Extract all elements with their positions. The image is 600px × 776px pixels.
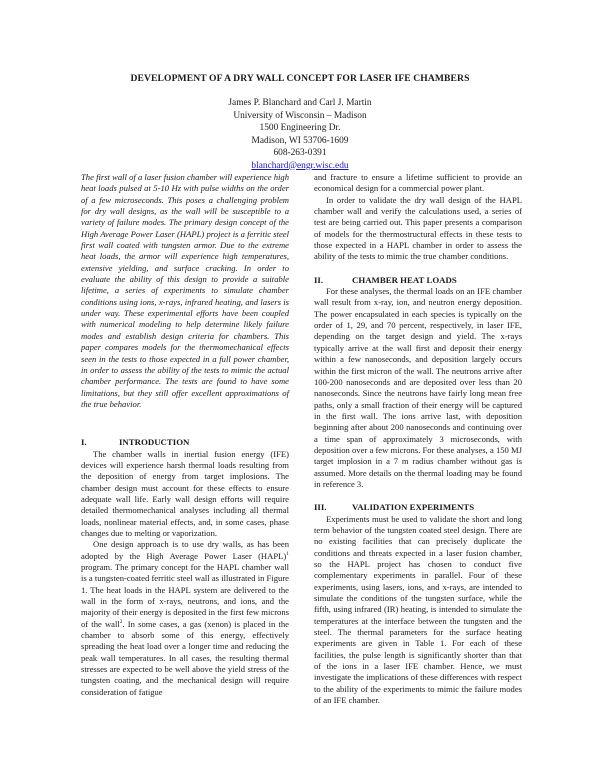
intro-paragraph-1: The chamber walls in inertial fusion energy (IFE) devices will experience harsh thermal loads resulting from the deposition of energy from target implosions. The chamber design must account for these effects to ensure adequate wall life. Early wall design efforts will require detailed thermomechanical analyses including all thermal loads, nonlinear material effects, and, in some cases, phase changes due to melting or vaporization.: [81, 448, 289, 538]
intro-p2-part-c: . In some cases, a gas (xenon) is placed in the chamber to absorb some of this energy, effectively spreading the heat load over a longer time and reducing the peak wall temperatures. In all cases, the resulting thermal stresses are expected to be well above the yield stress of the tungsten coating, and the mechanical design will require consideration of fatigue: [81, 618, 289, 697]
footnote-ref-2: 2: [119, 618, 123, 625]
heat-loads-paragraph: For these analyses, the thermal loads on an IFE chamber wall result from x-ray, ion, and neutron energy deposition. The power encapsulated in each species is typically on the order of 1, 29, and 70 percent, respectively, in laser IFE, depending on the target design and yield. The x-rays typically arrive at the wall first and deposit their energy within a few nanoseconds, and deposition largely occurs within the first micron of the wall. The neutrons arrive after 100-200 nanoseconds and are deposited over less than 20 nanoseconds. Since the neutrons have fairly long mean free paths, only a small fraction of their energy will be captured in the first wall. The ions arrive last, with deposition beginning after about 200 nanoseconds and continuing over a time span of approximately 3 microseconds, with deposition over a few microns. For these analyses, a 150 MJ target implosion in a 7 m radius chamber without gas is assumed. More details on the thermal loading may be found in reference 3.: [314, 286, 522, 489]
author-phone: 608-263-0391: [273, 148, 327, 158]
paper-title: DEVELOPMENT OF A DRY WALL CONCEPT FOR LASER IFE CHAMBERS: [130, 73, 470, 84]
section-heading-chamber-heat-loads: [314, 275, 522, 286]
intro-paragraph-2: [81, 539, 289, 698]
section-heading-introduction: [81, 437, 289, 448]
section-heading-validation-experiments: [314, 502, 522, 513]
intro-continuation: and fracture to ensure a lifetime sufficient to provide an economical design for a commercial power plant.: [314, 172, 522, 194]
section-title: CHAMBER HEAT LOADS: [352, 274, 457, 285]
section-title: INTRODUCTION: [119, 437, 190, 448]
author-city: Madison, WI 53706-1609: [251, 135, 349, 146]
author-block: [0, 97, 600, 172]
abstract: The first wall of a laser fusion chamber will experience high heat loads pulsed at 5-10 Hz with pulse widths on the order of a few microseconds. This poses a challenging problem for dry wall designs, as the wall will be susceptible to a variety of failure modes. The primary design concept of the High Average Power Laser (HAPL) project is a ferritic steel first wall coated with tungsten armor. Due to the extreme heat loads, the armor will experience high temperatures, extensive yielding, and surface cracking. In order to evaluate the ability of this design to provide a suitable lifetime, a series of experiments to simulate chamber conditions using ions, x-rays, infrared heating, and lasers is under way. These experimental efforts have been coupled with numerical modeling to help determine likely failure modes and establish design criteria for chambers. This paper compares models for the thermomechanical effects seen in the tests to those expected in a full power chamber, in order to assess the ability of the tests to mimic the actual chamber performance. The tests are found to have some limitations, but they still offer excellent approximations of the true behavior.: [81, 172, 289, 409]
validation-paragraph: Experiments must be used to validate the short and long term behavior of the tungsten coated steel design. There are no existing facilities that can precisely duplicate the conditions and threats expected in a laser fusion chamber, so the HAPL project has chosen to conduct five complementary experiments in parallel. Four of these experiments, using lasers, ions, and x-rays, are intended to simulate the conditions of the tungsten surface, while the fifth, using infrared (IR) heating, is intended to simulate the temperatures at the interface between the tungsten and the steel. The thermal parameters for the surface heating experiments are given in Table 1. For each of these facilities, the pulse length is significantly shorter than that of the ions in a laser IFE chamber. Hence, we must investigate the implications of these differences with respect to the ability of the experiments to mimic the failure modes of an IFE chamber.: [314, 513, 522, 706]
author-street: 1500 Engineering Dr.: [259, 123, 341, 133]
footnote-ref-1: 1: [286, 550, 289, 557]
right-column: [314, 172, 522, 706]
section-title: VALIDATION EXPERIMENTS: [352, 502, 475, 513]
intro-p2-part-a: One design approach is to use dry walls, as has been adopted by the High Average Power Laser (HAPL): [81, 539, 289, 561]
section-number: III.: [314, 502, 327, 513]
section-number: I.: [81, 437, 87, 448]
author-affiliation: University of Wisconsin – Madison: [233, 110, 367, 121]
left-column: [81, 172, 289, 698]
section-number: II.: [314, 274, 324, 285]
intro-p2-part-b: program. The primary concept for the HAPL chamber wall is a tungsten-coated ferritic steel wall as illustrated in Figure 1. The heat loads in the HAPL system are delivered to the wall in the form of x-rays, neutrons, and ions, and the majority of their energy is deposited in the first few microns of the wall: [81, 562, 289, 629]
author-names: James P. Blanchard and Carl J. Martin: [228, 98, 372, 108]
author-email-link[interactable]: blanchard@engr.wisc.edu: [251, 160, 349, 171]
intro-paragraph-3: In order to validate the dry wall design of the HAPL chamber wall and verify the calculations used, a series of test are being carried out. This paper presents a comparison of models for the thermostructural effects in these tests to those expected in a HAPL chamber in order to assess the ability of the tests to mimic the true chamber conditions.: [314, 194, 522, 262]
